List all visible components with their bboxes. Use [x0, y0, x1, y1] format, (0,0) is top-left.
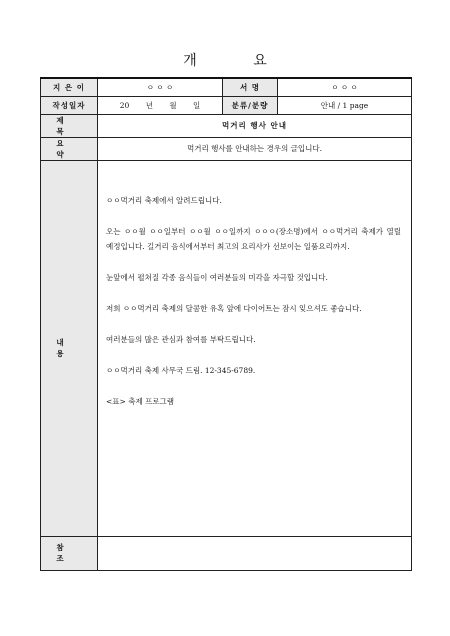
category-value: 안내 / 1 page: [278, 96, 412, 114]
overview-table: [40, 77, 412, 571]
content-row: [41, 160, 412, 536]
summary-label: 요 약: [41, 137, 98, 160]
subject-row: [41, 114, 412, 137]
content-body: [98, 160, 412, 536]
date-row: [41, 96, 412, 114]
author-label: 지 은 이: [41, 78, 98, 96]
content-label: 내 용: [41, 160, 98, 536]
sign-label: 서 명: [223, 78, 278, 96]
author-value: ㅇ ㅇ ㅇ: [98, 78, 223, 96]
content-paragraph: 여러분들의 많은 관심과 참여를 부탁드립니다.: [106, 334, 256, 344]
date-value: 20 년 월 일: [98, 96, 223, 114]
reference-row: [41, 536, 412, 570]
author-row: [41, 78, 412, 96]
sign-value: ㅇ ㅇ ㅇ: [278, 78, 412, 96]
subject-value: 먹거리 행사 안내: [98, 114, 412, 137]
content-paragraph: ㅇㅇ먹거리 축제에서 알려드립니다.: [106, 195, 222, 205]
content-paragraph: ㅇㅇ먹거리 축제 사무국 드림. 12-345-6789.: [106, 365, 256, 375]
content-paragraph: 저희 ㅇㅇ먹거리 축제의 달콤한 유혹 앞에 다이어트는 잠시 잊으셔도 좋습니다.: [106, 303, 362, 313]
content-paragraph: <표> 축제 프로그램: [106, 396, 175, 406]
reference-value: [98, 536, 412, 570]
reference-label: 참 조: [41, 536, 98, 570]
content-paragraph: 오는 ㅇㅇ월 ㅇㅇ일부터 ㅇㅇ월 ㅇㅇ일까지 ㅇㅇㅇ(장소명)에서 ㅇㅇ먹거리 축제가 열릴 예정입니다. 길거리 음식에서부터 최고의 요리사가 선보이는 일품요리까지.: [106, 226, 401, 251]
subject-label: 제 목: [41, 114, 98, 137]
date-label: 작성일자: [41, 96, 98, 114]
document-title: 개 요: [183, 53, 293, 69]
summary-row: [41, 137, 412, 160]
category-label: 분류/분량: [223, 96, 278, 114]
content-paragraph: 눈앞에서 펼쳐질 각종 음식들이 여러분들의 미각을 자극할 것입니다.: [106, 272, 328, 282]
summary-value: 먹거리 행사를 안내하는 경우의 글입니다.: [98, 137, 412, 160]
